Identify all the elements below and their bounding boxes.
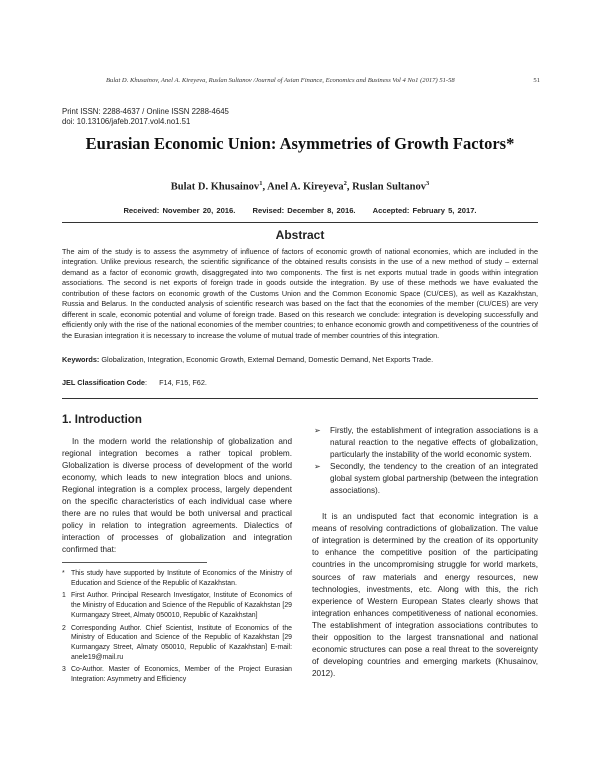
arrow-bullet-icon: ➢ — [314, 462, 321, 472]
footnote — [62, 569, 292, 588]
footnote-text: First Author. Principal Research Investigator, Institute of Economics of the Ministry of Education and Science of the Republic of Kazakhstan [29 Kurmangazy Street, Almaty 050010, Republic of Kazakhstan] — [71, 592, 292, 619]
footnote-text: Co-Author. Master of Economics, Member of the Project Eurasian Integration: Asymmetry and Efficiency — [71, 666, 292, 684]
author-separator: , — [262, 181, 268, 193]
footnote — [62, 665, 292, 684]
author-name: Anel A. Kireyeva — [267, 181, 344, 193]
arrow-bullet-icon: ➢ — [314, 426, 321, 435]
author-affiliation-mark: 3 — [425, 180, 430, 187]
submission-dates — [62, 206, 538, 215]
keywords-label: Keywords: — [62, 355, 100, 364]
footnote-mark: 1 — [62, 592, 66, 600]
abstract-top-rule — [62, 222, 538, 223]
abstract-text: The aim of the study is to assess the asymmetry of influence of factors of economic growth of national economies, which are included in the integration. Unlike previous research, the scientific significance of the obtained results consists in the use of a new method of study – external demand as a factor of economic growth, disaggregated into two components. The first is net exports mutual trade in goods within integration associations. The second is net exports of foreign trade in goods outside the integration. By use of these methods we have evaluated the contribution of these factors on economic growth of the Customs Union and the Common Economic Space (CU/CES), as well as Kazakhstan, Russia and Belarus. In the conducted analysis of scientific research was based on the fact that the economies of the member (CU/CES) are very different in scale, economic potential and volume of foreign trade. Based on this research we conclude: integration is developing successfully and efficiently only with the rise of the national economies of the member countries; to enhance economic growth and competitiveness of the countries of the Eurasian integration it is necessary to increase the volume of mutual trade of member countries of this integration. — [62, 247, 538, 340]
abstract-heading: Abstract — [275, 228, 325, 242]
footnote-rule — [62, 562, 207, 563]
footnote-text — [71, 624, 292, 663]
author-list — [62, 180, 538, 193]
issn-block — [62, 107, 229, 127]
left-column — [62, 414, 292, 556]
author-affiliation-mark: 1 — [259, 180, 263, 187]
introduction-heading: 1. Introduction — [62, 414, 142, 426]
right-column-paragraph: It is an undisputed fact that economic integration is a means of resolving contradictions of globalization. The value of integration is determined by the creation of its opportunity to enhance the competitive position of the participating countries in the uncompromising struggle for world markets, sources of raw materials and energy resources, new technologies, investments, etc. Along with this, the rich experience of Western European States clearly shows that integration enhances competitiveness of national economies. The establishment of integration associations contributes to their opposition to the largest transnational and national economic structures can pose a real threat to the sovereignty of developing countries and emerging markets (Khusainov, 2012). — [312, 512, 538, 678]
footnote-mark: * — [62, 570, 65, 577]
keywords-text: Globalization, Integration, Economic Growth, External Demand, Domestic Demand, Net Exports Trade. — [101, 355, 434, 364]
accepted-date: Accepted: February 5, 2017. — [372, 206, 477, 215]
jel-line — [62, 378, 538, 387]
bullet-item — [312, 461, 538, 497]
doi-line: doi: 10.13106/jafeb.2017.vol4.no1.51 — [62, 117, 191, 126]
jel-colon: : — [145, 378, 148, 387]
running-head-text: Bulat D. Khusainov, Anel A. Kireyeva, Ruslan Sultanov /Journal of Asian Finance, Economics and Business Vol 4 No1 (2017) 51-58 — [106, 77, 455, 84]
keywords-line — [62, 355, 538, 364]
paragraph-gap — [312, 497, 538, 511]
footnote-mark: 2 — [62, 624, 66, 632]
footnote-text-content: Corresponding Author. Chief Scientist, Institute of Economics of the Ministry of Education and Science of the Republic of Kazakhstan [29 Kurmangazy Street, Almaty 050010, Republic of Kazakhstan] E-mail: anele19@mail.ru — [71, 624, 292, 661]
footnote-mark: 3 — [62, 666, 66, 674]
footnote — [62, 624, 292, 663]
received-date: Received: November 20, 2016. — [123, 206, 236, 215]
issn-line: Print ISSN: 2288-4637 / Online ISSN 2288-4645 — [62, 107, 229, 116]
footnote-text: This study have supported by Institute of Economics of the Ministry of Education and Science of the Republic of Kazakhstan. — [71, 570, 292, 587]
paper-title: Eurasian Economic Union: Asymmetries of Growth Factors* — [85, 134, 515, 153]
jel-label: JEL Classification Code — [62, 378, 145, 387]
bullet-item — [312, 425, 538, 461]
author-separator: , — [346, 181, 353, 193]
introduction-paragraph: In the modern world the relationship of globalization and regional integration becomes a rather topical problem. Globalization is diverse process of development of the world economy, which leads to new integration blocs and unions. Regional integration is a complex process, largely dependent on the specific characteristics of each individual case where there are no rules that would be both universal and practical policy in relation to integration agreements. Dialectics of interaction of processes of globalization and integration confirmed that: — [62, 437, 292, 555]
author-name: Ruslan Sultanov — [352, 181, 426, 193]
revised-date: Revised: December 8, 2016. — [252, 206, 356, 215]
page-number: 51 — [533, 77, 540, 84]
right-column — [312, 425, 538, 680]
bullet-text: Firstly, the establishment of integration associations is a natural reaction to the negative effects of globalization, particularly the instability of the world economic system. — [330, 426, 538, 460]
jel-codes: F14, F15, F62. — [159, 378, 207, 387]
bullet-text: Secondly, the tendency to the creation of an integrated global system global partnership (between the integration associations). — [330, 462, 538, 496]
author-affiliation-mark: 2 — [343, 180, 347, 187]
abstract-bottom-rule — [62, 398, 538, 399]
footnotes — [62, 569, 292, 688]
author-name: Bulat D. Khusainov — [170, 181, 260, 193]
footnote — [62, 591, 292, 620]
